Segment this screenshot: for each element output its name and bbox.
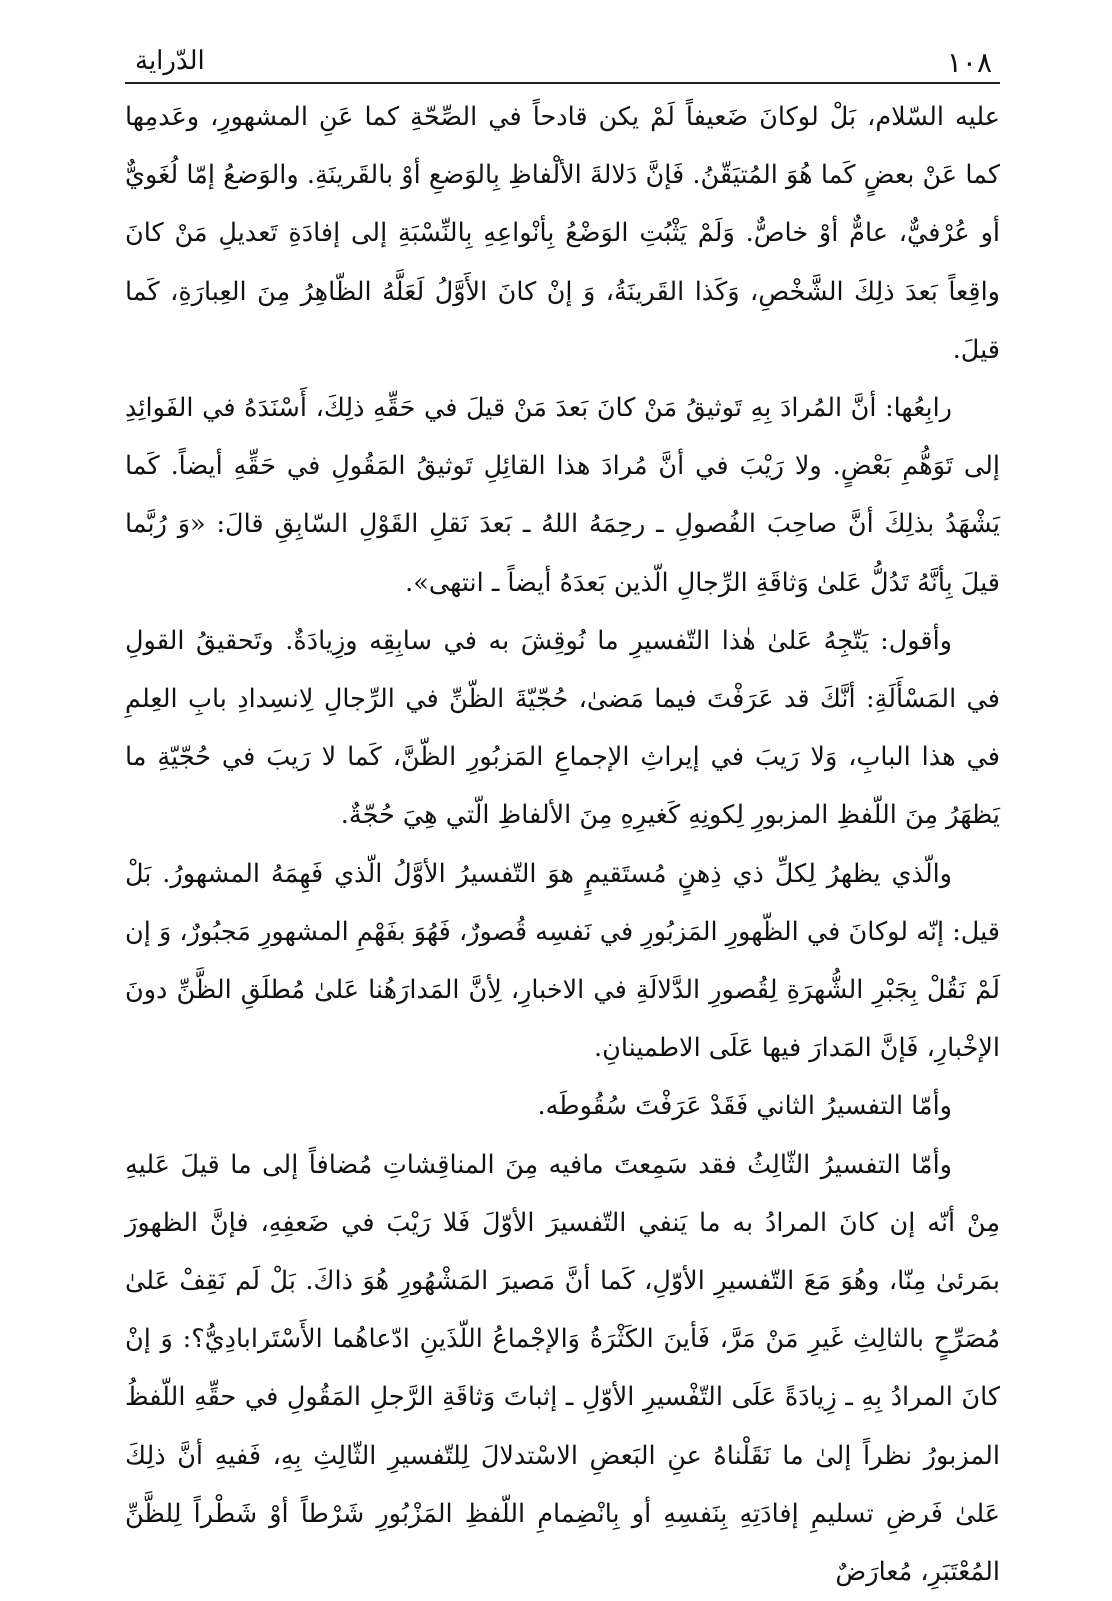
paragraph-1: عليه السّلام، بَلْ لوكانَ ضَعيفاً لَمْ يكن قادحاً في الصِّحّةِ كما عَنِ المشهورِ، وعَدمِها كما عَنْ بعضٍ كَما هُوَ المُتيَقّنُ. فَإنَّ دَلالةَ الألْفاظِ بِالوَضعِ أوْ بالقَرينَةِ. والوَضعُ إمّا لُغَويٌّ أو عُرْفيٌّ، عامٌّ أوْ خاصٌّ. وَلَمْ يَثْبُتِ الوَضْعُ بِأنْواعِهِ بِالنِّسْبَةِ إلى إفادَةِ تَعديلِ مَنْ كانَ واقِعاً بَعدَ ذلِكَ الشَّخْصِ، وَكَذا القَرينَةُ، وَ إنْ كانَ الأَوَّلُ لَعَلَّهُ الظّاهِرُ مِنَ العِبارَةِ، كَما قيلَ. (125, 102, 1000, 365)
body-text (125, 88, 1000, 1588)
paragraph-2: رابِعُها: أنَّ المُرادَ بِهِ تَوثيقُ مَنْ كانَ بَعدَ مَنْ قيلَ في حَقِّهِ ذلِكَ، أَسْنَدَهُ في الفَوائِدِ إلى تَوَهُّمِ بَعْضٍ. ولا رَيْبَ في أنَّ مُرادَ هذا القائِلِ تَوثيقُ المَقُولِ في حَقِّهِ أيضاً. كَما يَشْهَدُ بذلِكَ أنَّ صاحِبَ الفُصولِ ـ رحِمَهُ اللهُ ـ بَعدَ نَقلِ القَوْلِ السّابِقِ قالَ: «وَ رُبَّما قيلَ بِأنَّهُ تَدُلُّ عَلىٰ وَثاقَةِ الرِّجالِ الّذين بَعدَهُ أيضاً ـ انتهى». (125, 393, 1000, 598)
paragraph-4: والّذي يظهرُ لِكلِّ ذي ذِهنٍ مُستَقيمٍ هوَ التّفسيرُ الأوَّلُ الّذي فَهِمَهُ المشهورُ. بَلْ قيل: إنّه لوكانَ في الظّهورِ المَزبُورِ في نَفسِه قُصورٌ، فَهُوَ بفَهْمِ المشهورِ مَجبُورٌ، وَ إن لَمْ نَقُلْ بِجَبْرِ الشُّهرَةِ لِقُصورِ الدَّلالَةِ في الاخبارِ، لِأنَّ المَدارَهُنا عَلىٰ مُطلَقِ الظَّنِّ دونَ الإخْبارِ، فَإنَّ المَدارَ فيها عَلَى الاطمينانِ. (125, 858, 1000, 1064)
running-header (125, 38, 1000, 84)
paragraph-6: وأمّا التفسيرُ الثّالِثُ فقد سَمِعتَ مافيه مِنَ المناقِشاتِ مُضافاً إلى ما قيلَ عَليهِ مِنْ أنّه إن كانَ المرادُ به ما يَنفي التّفسيرَ الأوّلَ فَلا رَيْبَ في ضَعفِهِ، فإنَّ الظهورَ بمَرئىٰ مِنّا، وهُوَ مَعَ التّفسيرِ الأوّلِ، كَما أنَّ مَصيرَ المَشْهُورِ هُوَ ذاكَ. بَلْ لَم نَقِفْ عَلىٰ مُصَرِّحٍ بالثالِثِ غَيرِ مَنْ مَرَّ، فَأينَ الكَثْرَةُ وَالإجْماعُ اللّذَينِ ادّعاهُما الأَسْتَرابادِيُّ؟: وَ إنْ كانَ المرادُ بِهِ ـ زِيادَةً عَلَى التّفْسيرِ الأوّلِ ـ إثباتَ وَثاقَةِ الرَّجلِ المَقُولِ في حقِّهِ اللّفظُ المزبورُ نظراً إلىٰ ما نَقَلْناهُ عنِ البَعضِ الاسْتدلالَ لِلتّفسيرِ الثّالِثِ بِهِ، فَفيهِ أنَّ ذلِكَ عَلىٰ فَرضِ تسليمِ إفادَتِهِ بِنَفسِهِ أو بِانْضِمامِ اللّفظِ المَزْبُورِ شَرْطاً أوْ شَطْراً لِلظَّنِّ المُعْتَبَرِ، مُعارَضٌ (125, 1149, 1000, 1588)
paragraph-3: وأقول: يَتّجِهُ عَلىٰ هٰذا التّفسيرِ ما نُوقِشَ به في سابِقِه وزِيادَةٌ. وتَحقيقُ القولِ في المَسْأَلَةِ: أنَّكَ قد عَرَفْتَ فيما مَضىٰ، حُجّيّةَ الظّنِّ في الرِّجالِ لِانسِدادِ بابِ العِلمِ في هذا البابِ، وَلا رَيبَ في إيراثِ الإجماعِ المَزبُورِ الظّنَّ، كَما لا رَيبَ في حُجّيّةِ ما يَظهَرُ مِنَ اللّفظِ المزبورِ لِكونِهِ كَغيرِهِ مِنَ الألفاظِ الّتي هِيَ حُجّةٌ. (125, 625, 1000, 831)
page-number: ١٠٨ (946, 46, 992, 79)
paragraph-5: وأمّا التفسيرُ الثاني فَقَدْ عَرَفْتَ سُقُوطَه. (537, 1091, 952, 1122)
book-title: الدّراية (135, 46, 205, 76)
